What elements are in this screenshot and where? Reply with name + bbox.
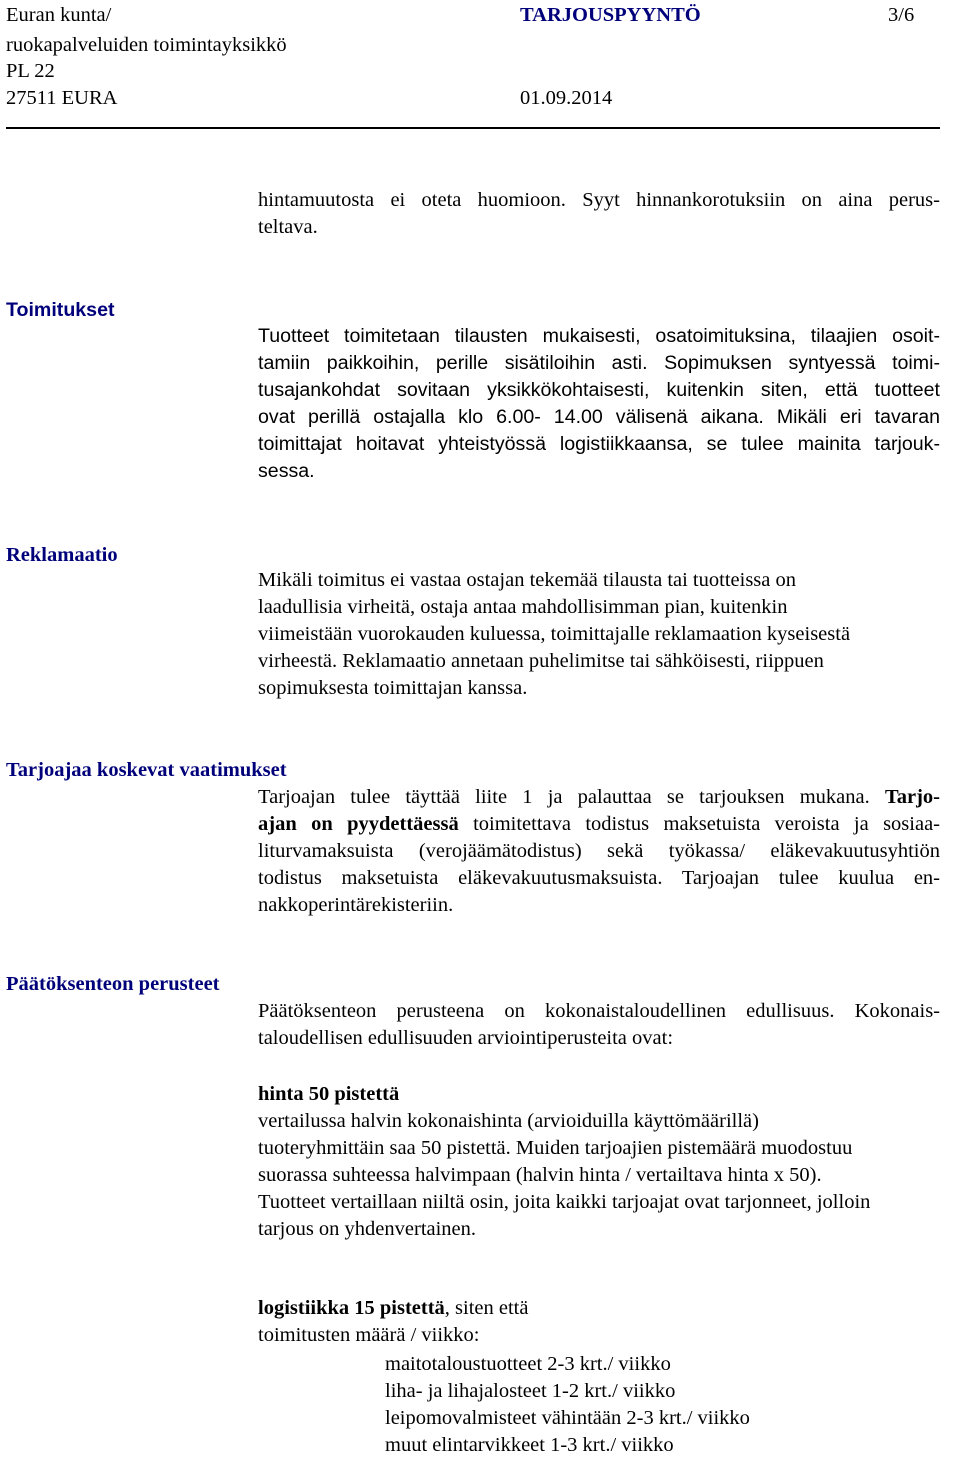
paragraph-line: tarjous on yhdenvertainen. — [258, 1218, 477, 1240]
list-item: maitotaloustuotteet 2-3 krt./ viikko — [385, 1353, 671, 1375]
paragraph-line: virheestä. Reklamaatio annetaan puhelimitse tai sähköisesti, riippuen — [258, 650, 824, 672]
criterion-heading: hinta 50 pistettä — [258, 1083, 400, 1105]
toimitukset-paragraph — [258, 323, 940, 485]
paragraph-line — [258, 784, 940, 811]
paragraph-line: hintamuutosta ei oteta huomioon. Syyt hinnankorotuksiin on aina perus- — [258, 189, 940, 211]
deliveries-label: toimitusten määrä / viikko: — [258, 1324, 480, 1346]
document-title: TARJOUSPYYNTÖ — [520, 4, 701, 26]
inline-text: toimitettava todistus maksetuista veroista ja sosiaa- — [458, 813, 940, 835]
header-rule — [6, 127, 940, 129]
paragraph-line: liturvamaksuista (verojäämätodistus) sekä työkassa/ eläkevakuutusyhtiön — [258, 840, 940, 862]
paragraph-line: vertailussa halvin kokonaishinta (arvioiduilla käyttömäärillä) — [258, 1110, 759, 1132]
org-po-box: PL 22 — [6, 60, 55, 82]
logistiikka-criterion — [258, 1295, 940, 1349]
paragraph-line: Tuotteet toimitetaan tilausten mukaisesti, osatoimituksina, tilaajien osoit- — [258, 325, 940, 347]
section-heading-toimitukset: Toimitukset — [6, 299, 115, 321]
org-postal: 27511 EURA — [6, 87, 118, 109]
section-heading-reklamaatio: Reklamaatio — [6, 544, 118, 566]
hinta-criterion — [258, 1081, 940, 1243]
inline-bold-text: Tarjo- — [884, 786, 940, 808]
list-item: liha- ja lihajalosteet 1-2 krt./ viikko — [385, 1380, 676, 1402]
paragraph-line: sessa. — [258, 460, 315, 482]
paragraph-line: suorassa suhteessa halvimpaan (halvin hinta / vertailtava hinta x 50). — [258, 1164, 822, 1186]
paragraph-line: laadullisia virheitä, ostaja antaa mahdollisimman pian, kuitenkin — [258, 596, 788, 618]
paragraph-line: Päätöksenteon perusteena on kokonaistaloudellinen edullisuus. Kokonais- — [258, 1000, 940, 1022]
paragraph-line: tuoteryhmittäin saa 50 pistettä. Muiden tarjoajien pistemäärä muodostuu — [258, 1137, 853, 1159]
paragraph-line: taloudellisen edullisuuden arviointiperusteita ovat: — [258, 1027, 674, 1049]
paragraph-line: viimeistään vuorokauden kuluessa, toimittajalle reklamaation kyseisestä — [258, 623, 851, 645]
paragraph-line: todistus maksetuista eläkevakuutusmaksuista. Tarjoajan tulee kuulua en- — [258, 867, 940, 889]
inline-text: Tarjoajan tulee täyttää liite 1 ja palauttaa se tarjouksen mukana. — [258, 786, 885, 808]
paragraph-line: tamiin paikkoihin, perille sisätiloihin asti. Sopimuksen syntyessä toimi- — [258, 352, 940, 374]
paragraph-line: sopimuksesta toimittajan kanssa. — [258, 677, 528, 699]
paragraph-line: Mikäli toimitus ei vastaa ostajan tekemää tilausta tai tuotteissa on — [258, 569, 796, 591]
paatoksenteon-intro — [258, 998, 940, 1052]
list-item: muut elintarvikkeet 1-3 krt./ viikko — [385, 1434, 674, 1456]
document-date: 01.09.2014 — [520, 87, 613, 109]
inline-bold-text: ajan on pyydettäessä — [258, 813, 459, 835]
paragraph-line: toimittajat hoitavat yhteistyössä logistiikkaansa, se tulee mainita tarjouk- — [258, 433, 940, 455]
reklamaatio-paragraph — [258, 567, 940, 702]
paragraph-line: ovat perillä ostajalla klo 6.00- 14.00 välisenä aikana. Mikäli eri tavaran — [258, 406, 940, 428]
delivery-frequency-list — [385, 1351, 940, 1459]
page-number: 3/6 — [888, 4, 915, 26]
paragraph-line: teltava. — [258, 216, 318, 238]
list-item: leipomovalmisteet vähintään 2-3 krt./ viikko — [385, 1407, 750, 1429]
paragraph-line: tusajankohdat sovitaan yksikkökohtaisesti, kuitenkin siten, että tuotteet — [258, 379, 940, 401]
paragraph-line: Tuotteet vertaillaan niiltä osin, joita kaikki tarjoajat ovat tarjonneet, jolloin — [258, 1191, 871, 1213]
org-unit: ruokapalveluiden toimintayksikkö — [6, 34, 287, 56]
inline-text: , siten että — [444, 1297, 529, 1319]
criterion-heading-line — [258, 1295, 940, 1322]
section-heading-tarjoajaa: Tarjoajaa koskevat vaatimukset — [6, 759, 287, 781]
paragraph-line: nakkoperintärekisteriin. — [258, 894, 454, 916]
org-name: Euran kunta/ — [6, 4, 112, 26]
intro-paragraph — [258, 187, 940, 241]
section-heading-paatoksenteon: Päätöksenteon perusteet — [6, 973, 220, 995]
criterion-heading: logistiikka 15 pistettä — [258, 1297, 445, 1319]
tarjoajaa-paragraph — [258, 784, 940, 919]
paragraph-line — [258, 811, 940, 838]
